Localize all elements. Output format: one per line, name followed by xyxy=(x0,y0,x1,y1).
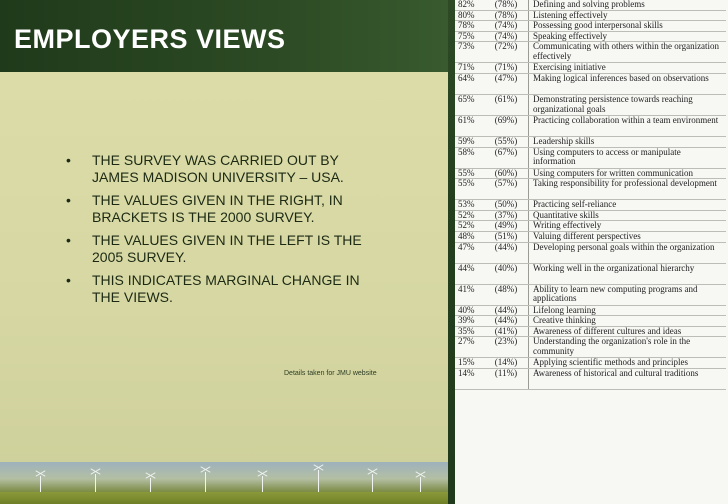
skill-name: Awareness of different cultures and ideas xyxy=(529,326,727,337)
value-2005: 27% xyxy=(455,337,484,358)
bullet-icon: • xyxy=(66,152,71,168)
table-row xyxy=(455,115,726,136)
skill-name: Speaking effectively xyxy=(529,31,727,42)
value-2005: 15% xyxy=(455,358,484,369)
bullet-item xyxy=(64,152,374,186)
value-2000: (44%) xyxy=(484,316,529,327)
value-2005: 48% xyxy=(455,231,484,242)
skill-name: Communicating with others within the organization effectively xyxy=(529,42,727,63)
table-row xyxy=(455,73,726,94)
skill-name: Quantitative skills xyxy=(529,210,727,221)
skill-name: Listening effectively xyxy=(529,10,727,21)
value-2005: 55% xyxy=(455,179,484,200)
wind-farm-landscape xyxy=(0,462,448,504)
value-2000: (23%) xyxy=(484,337,529,358)
table-row xyxy=(455,263,726,284)
value-2005: 61% xyxy=(455,115,484,136)
table-row xyxy=(455,242,726,263)
skill-name: Using computers for written communication xyxy=(529,168,727,179)
value-2005: 47% xyxy=(455,242,484,263)
bullet-text: THE VALUES GIVEN IN THE LEFT IS THE 2005 SURVEY. xyxy=(92,232,362,265)
table-row xyxy=(455,358,726,369)
value-2000: (78%) xyxy=(484,10,529,21)
value-2000: (78%) xyxy=(484,0,529,10)
skill-name: Exercising initiative xyxy=(529,63,727,74)
title-band xyxy=(0,0,448,72)
value-2005: 64% xyxy=(455,73,484,94)
bullet-text: THE SURVEY WAS CARRIED OUT BY JAMES MADISON UNIVERSITY – USA. xyxy=(92,152,344,185)
survey-table-panel xyxy=(455,0,728,504)
table-row xyxy=(455,94,726,115)
value-2005: 59% xyxy=(455,136,484,147)
table-row xyxy=(455,200,726,211)
wind-turbine-icon xyxy=(372,474,373,494)
table-row xyxy=(455,179,726,200)
skill-name: Leadership skills xyxy=(529,136,727,147)
value-2000: (67%) xyxy=(484,147,529,168)
table-row xyxy=(455,316,726,327)
value-2005: 78% xyxy=(455,21,484,32)
value-2000: (71%) xyxy=(484,63,529,74)
value-2000: (44%) xyxy=(484,305,529,316)
table-row xyxy=(455,368,726,389)
value-2005: 80% xyxy=(455,10,484,21)
bullet-item xyxy=(64,192,374,226)
table-row xyxy=(455,221,726,232)
wind-turbine-icon xyxy=(318,470,319,494)
value-2000: (41%) xyxy=(484,326,529,337)
table-row xyxy=(455,284,726,305)
slide-title: EMPLOYERS VIEWS xyxy=(14,24,286,54)
value-2005: 73% xyxy=(455,42,484,63)
skill-name: Defining and solving problems xyxy=(529,0,727,10)
value-2000: (74%) xyxy=(484,21,529,32)
value-2000: (69%) xyxy=(484,115,529,136)
table-row xyxy=(455,136,726,147)
value-2005: 58% xyxy=(455,147,484,168)
value-2000: (60%) xyxy=(484,168,529,179)
value-2000: (57%) xyxy=(484,179,529,200)
value-2000: (47%) xyxy=(484,73,529,94)
value-2000: (40%) xyxy=(484,263,529,284)
bullet-icon: • xyxy=(66,232,71,248)
value-2000: (37%) xyxy=(484,210,529,221)
table-row xyxy=(455,0,726,10)
value-2005: 71% xyxy=(455,63,484,74)
value-2000: (44%) xyxy=(484,242,529,263)
skill-name: Ability to learn new computing programs and applications xyxy=(529,284,727,305)
source-caption: Details taken for JMU website xyxy=(284,370,377,377)
value-2000: (14%) xyxy=(484,358,529,369)
grass-field xyxy=(0,492,448,504)
wind-turbine-icon xyxy=(205,472,206,494)
value-2000: (48%) xyxy=(484,284,529,305)
table-row xyxy=(455,337,726,358)
value-2000: (50%) xyxy=(484,200,529,211)
bullet-icon: • xyxy=(66,192,71,208)
skill-name: Practicing collaboration within a team environment xyxy=(529,115,727,136)
skill-name: Applying scientific methods and principles xyxy=(529,358,727,369)
value-2005: 82% xyxy=(455,0,484,10)
skill-name: Using computers to access or manipulate information xyxy=(529,147,727,168)
table-row xyxy=(455,42,726,63)
value-2000: (61%) xyxy=(484,94,529,115)
table-row xyxy=(455,168,726,179)
value-2005: 52% xyxy=(455,210,484,221)
table-row xyxy=(455,210,726,221)
skill-name: Demonstrating persistence towards reaching organizational goals xyxy=(529,94,727,115)
skill-name: Lifelong learning xyxy=(529,305,727,316)
survey-table xyxy=(455,0,726,390)
value-2005: 40% xyxy=(455,305,484,316)
skill-name: Possessing good interpersonal skills xyxy=(529,21,727,32)
table-row xyxy=(455,147,726,168)
bullet-text: THE VALUES GIVEN IN THE RIGHT, IN BRACKETS IS THE 2000 SURVEY. xyxy=(92,192,343,225)
value-2005: 55% xyxy=(455,168,484,179)
value-2005: 52% xyxy=(455,221,484,232)
table-row xyxy=(455,231,726,242)
bullet-icon: • xyxy=(66,272,71,288)
skill-name: Valuing different perspectives xyxy=(529,231,727,242)
skill-name: Writing effectively xyxy=(529,221,727,232)
value-2000: (72%) xyxy=(484,42,529,63)
skill-name: Awareness of historical and cultural traditions xyxy=(529,368,727,389)
value-2005: 53% xyxy=(455,200,484,211)
skill-name: Taking responsibility for professional development xyxy=(529,179,727,200)
value-2005: 44% xyxy=(455,263,484,284)
skill-name: Understanding the organization's role in the community xyxy=(529,337,727,358)
bullet-list xyxy=(64,152,374,312)
table-row xyxy=(455,305,726,316)
value-2000: (49%) xyxy=(484,221,529,232)
value-2005: 35% xyxy=(455,326,484,337)
value-2000: (74%) xyxy=(484,31,529,42)
table-row xyxy=(455,10,726,21)
table-row xyxy=(455,326,726,337)
bullet-item xyxy=(64,232,374,266)
value-2000: (51%) xyxy=(484,231,529,242)
table-row xyxy=(455,63,726,74)
wind-turbine-icon xyxy=(95,474,96,494)
table-row xyxy=(455,21,726,32)
skill-name: Practicing self-reliance xyxy=(529,200,727,211)
value-2005: 14% xyxy=(455,368,484,389)
skill-name: Working well in the organizational hierarchy xyxy=(529,263,727,284)
skill-name: Developing personal goals within the organization xyxy=(529,242,727,263)
table-row xyxy=(455,31,726,42)
skill-name: Creative thinking xyxy=(529,316,727,327)
value-2000: (55%) xyxy=(484,136,529,147)
bullet-item xyxy=(64,272,374,306)
value-2005: 65% xyxy=(455,94,484,115)
value-2000: (11%) xyxy=(484,368,529,389)
value-2005: 39% xyxy=(455,316,484,327)
value-2005: 41% xyxy=(455,284,484,305)
bullet-text: THIS INDICATES MARGINAL CHANGE IN THE VIEWS. xyxy=(92,272,360,305)
value-2005: 75% xyxy=(455,31,484,42)
skill-name: Making logical inferences based on observations xyxy=(529,73,727,94)
